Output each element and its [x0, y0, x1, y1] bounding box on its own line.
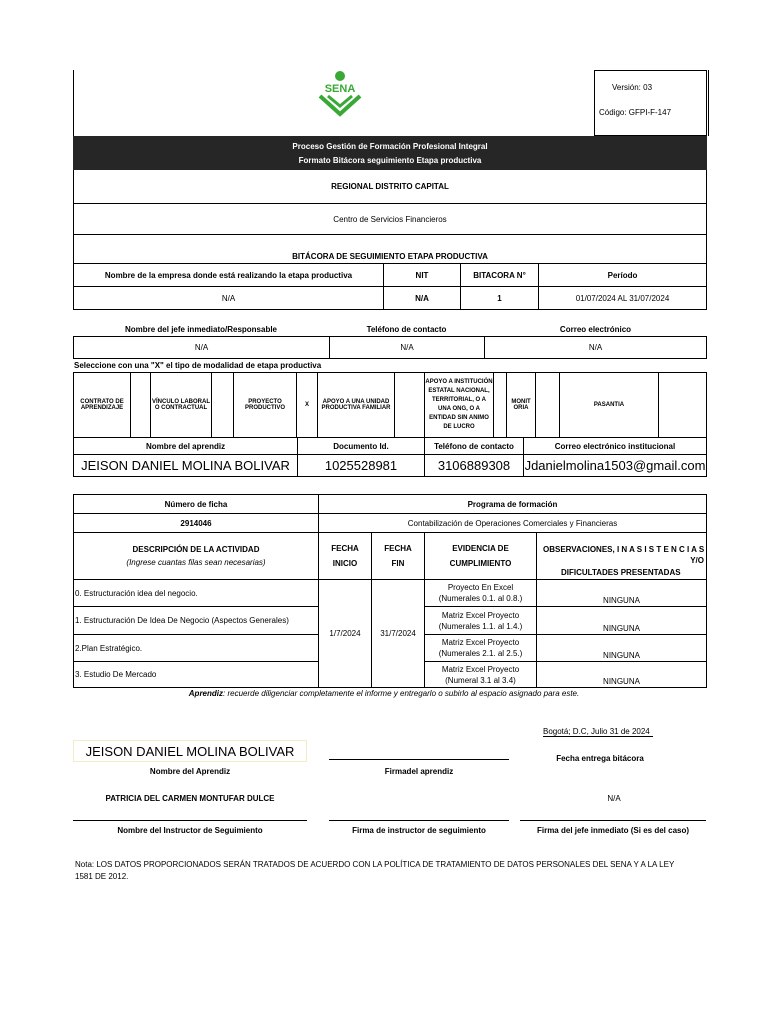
modalidad-prompt: Seleccione con una "X" el tipo de modalidad de etapa productiva [74, 361, 322, 370]
aprendiz-note-bold: Aprendiz [188, 689, 224, 698]
firma-jefe-line [520, 820, 706, 821]
fecha-fin-h2: FIN [391, 559, 405, 568]
version-box [594, 70, 707, 136]
codigo-text: Código: GFPI-F-147 [599, 108, 672, 117]
fecha-lugar: Bogotá; D.C, Julio 31 de 2024 [543, 727, 653, 737]
observaciones-header [536, 532, 707, 580]
evidencia-h2: CUMPLIMIENTO [449, 559, 512, 568]
label-nombre-instructor: Nombre del Instructor de Seguimiento [117, 825, 263, 835]
desc-header-title: DESCRIPCIÓN DE LA ACTIVIDAD [132, 545, 260, 554]
bitacora-title: BITÁCORA DE SEGUIMIENTO ETAPA PRODUCTIVA [73, 234, 707, 263]
desc-header-sub: (Ingrese cuantas filas sean necesarias) [126, 558, 266, 567]
periodo-header: Período [538, 263, 707, 287]
activity-desc-3: 3. Estudio De Mercado [73, 661, 319, 688]
observacion-3: NINGUNA [536, 661, 707, 688]
evidencia-0 [424, 579, 537, 607]
sena-logo-icon [314, 70, 366, 120]
mod-divider [535, 372, 536, 438]
fecha-inicio-header [318, 532, 372, 580]
fecha-inicio-h1: FECHA [331, 544, 359, 553]
label-firma-instructor: Firma de instructor de seguimiento [352, 825, 486, 835]
bitacora-num-header: BITACORA N° [460, 263, 539, 287]
activity-desc-2: 2.Plan Estratégico. [73, 634, 319, 662]
evidencia-h1: EVIDENCIA DE [452, 544, 509, 553]
aprendiz-nombre-value: JEISON DANIEL MOLINA BOLIVAR [73, 454, 298, 477]
evidencia-0-line1: Proyecto En Excel [447, 583, 514, 592]
aprendiz-note [0, 689, 768, 698]
fecha-fin-header [371, 532, 425, 580]
evidencia-2-line1: Matriz Excel Proyecto [441, 638, 520, 647]
evidencia-1-line1: Matriz Excel Proyecto [441, 610, 520, 620]
firma-aprendiz-nombre: JEISON DANIEL MOLINA BOLIVAR [73, 740, 307, 762]
jefe-tel-header: Teléfono de contacto [366, 324, 447, 334]
observacion-0: NINGUNA [536, 579, 707, 607]
mod-pasantia: PASANTIA [593, 402, 625, 408]
label-firma-jefe: Firma del jefe inmediato (Si es del caso) [536, 825, 690, 835]
logo-text: SENA [324, 83, 356, 95]
mod-apoyo-inst: APOYO A INSTITUCIÓN ESTATAL NACIONAL, TERRITORIAL, O A UNA ONG, O A ENTIDAD SIN ANIMO DE LUCRO [425, 379, 493, 430]
mod-divider [493, 372, 494, 438]
evidencia-0-line2: (Numerales 0.1. al 0.8.) [438, 594, 523, 603]
jefe-correo-value: N/A [484, 336, 707, 359]
sena-logo [314, 70, 366, 120]
evidencia-header [424, 532, 537, 580]
label-fecha-entrega: Fecha entrega bitácora [556, 753, 644, 763]
programa-header: Programa de formación [318, 494, 707, 514]
periodo-value: 01/07/2024 AL 31/07/2024 [538, 286, 707, 310]
firma-instructor-line [329, 820, 509, 821]
programa-value: Contabilización de Operaciones Comerciales y Financieras [318, 513, 707, 533]
mod-proyecto-mark: X [304, 402, 309, 408]
aprendiz-doc-header: Documento Id. [297, 437, 425, 455]
mod-divider [130, 372, 131, 438]
aprendiz-tel-header: Teléfono de contacto [424, 437, 524, 455]
firma-aprendiz-line [329, 759, 509, 760]
observacion-2: NINGUNA [536, 634, 707, 662]
aprendiz-correo-value: Jdanielmolina1503@gmail.com [523, 454, 707, 477]
aprendiz-nombre-header: Nombre del aprendiz [73, 437, 298, 455]
mod-apoyo-unidad: APOYO A UNA UNIDAD PRODUCTIVA FAMILIAR [321, 399, 391, 411]
evidencia-2 [424, 634, 537, 662]
ficha-value: 2914046 [73, 513, 319, 533]
activity-desc-0: 0. Estructuración idea del negocio. [73, 579, 319, 607]
mod-vinculo: VÍNCULO LABORAL O CONTRACTUAL [152, 399, 210, 411]
label-nombre-aprendiz: Nombre del Aprendiz [149, 766, 231, 776]
nit-value: N/A [383, 286, 461, 310]
mod-monitoria: MONIT ORIA [511, 399, 531, 411]
obs-h3: DIFICULTADES PRESENTADAS [561, 568, 681, 577]
aprendiz-doc-value: 1025528981 [297, 454, 425, 477]
activity-desc-1: 1. Estructuración De Idea De Negocio (Aspectos Generales) [73, 606, 319, 635]
ficha-header: Número de ficha [73, 494, 319, 514]
desc-header [73, 532, 319, 580]
bitacora-num-value: 1 [460, 286, 539, 310]
obs-h2: Y/O [690, 556, 704, 565]
nota-legal: Nota: LOS DATOS PROPORCIONADOS SERÁN TRATADOS DE ACUERDO CON LA POLÍTICA DE TRATAMIENTO DE DATOS PERSONALES DEL SENA Y A LA LEY 1581 DE 2012. [75, 860, 675, 881]
title-band [73, 136, 707, 170]
evidencia-1 [424, 606, 537, 635]
evidencia-1-line2: (Numerales 1.1. al 1.4.) [438, 621, 523, 631]
empresa-nombre-value: N/A [73, 286, 384, 310]
mod-divider [394, 372, 395, 438]
evidencia-3 [424, 661, 537, 688]
obs-h1: OBSERVACIONES, I N A S I S T E N C I A S [543, 545, 705, 554]
mod-divider [658, 372, 659, 438]
jefe-nombre-header: Nombre del jefe inmediato/Responsable [124, 324, 278, 334]
jefe-nombre-value: N/A [73, 336, 330, 359]
aprendiz-tel-value: 3106889308 [424, 454, 524, 477]
jefe-firma-value: N/A [607, 793, 621, 803]
observacion-1: NINGUNA [536, 606, 707, 635]
evidencia-3-line2: (Numeral 3.1 al 3.4) [445, 675, 516, 685]
jefe-tel-value: N/A [329, 336, 485, 359]
evidencia-2-line2: (Numerales 2.1. al 2.5.) [438, 649, 523, 658]
jefe-correo-header: Correo electrónico [559, 324, 632, 334]
centro: Centro de Servicios Financieros [73, 204, 707, 234]
mod-proyecto: PROYECTO PRODUCTIVO [244, 399, 285, 411]
title-formato: Formato Bitácora seguimiento Etapa productiva [298, 155, 482, 165]
fecha-fin-value: 31/7/2024 [371, 579, 425, 688]
mod-divider [211, 372, 212, 438]
regional: REGIONAL DISTRITO CAPITAL [73, 170, 707, 204]
instructor-line [73, 820, 307, 821]
fecha-inicio-h2: INICIO [332, 559, 358, 568]
evidencia-3-line1: Matriz Excel Proyecto [441, 664, 520, 674]
nit-header: NIT [383, 263, 461, 287]
aprendiz-note-text: : recuerde diligenciar completamente el informe y entregarlo o subirlo al espacio asignado para este. [223, 689, 580, 698]
empresa-table [73, 263, 707, 310]
version-text: Versión: 03 [612, 83, 653, 92]
aprendiz-correo-header: Correo electrónico institucional [523, 437, 707, 455]
fecha-inicio-value: 1/7/2024 [318, 579, 372, 688]
empresa-nombre-header: Nombre de la empresa donde está realizando la etapa productiva [73, 263, 384, 287]
mod-contrato: CONTRATO DE APRENDIZAJE [80, 399, 124, 411]
title-proceso: Proceso Gestión de Formación Profesional Integral [292, 141, 488, 151]
label-firma-aprendiz: Firmadel aprendiz [384, 766, 454, 776]
instructor-nombre: PATRICIA DEL CARMEN MONTUFAR DULCE [105, 793, 275, 803]
fecha-fin-h1: FECHA [384, 544, 412, 553]
